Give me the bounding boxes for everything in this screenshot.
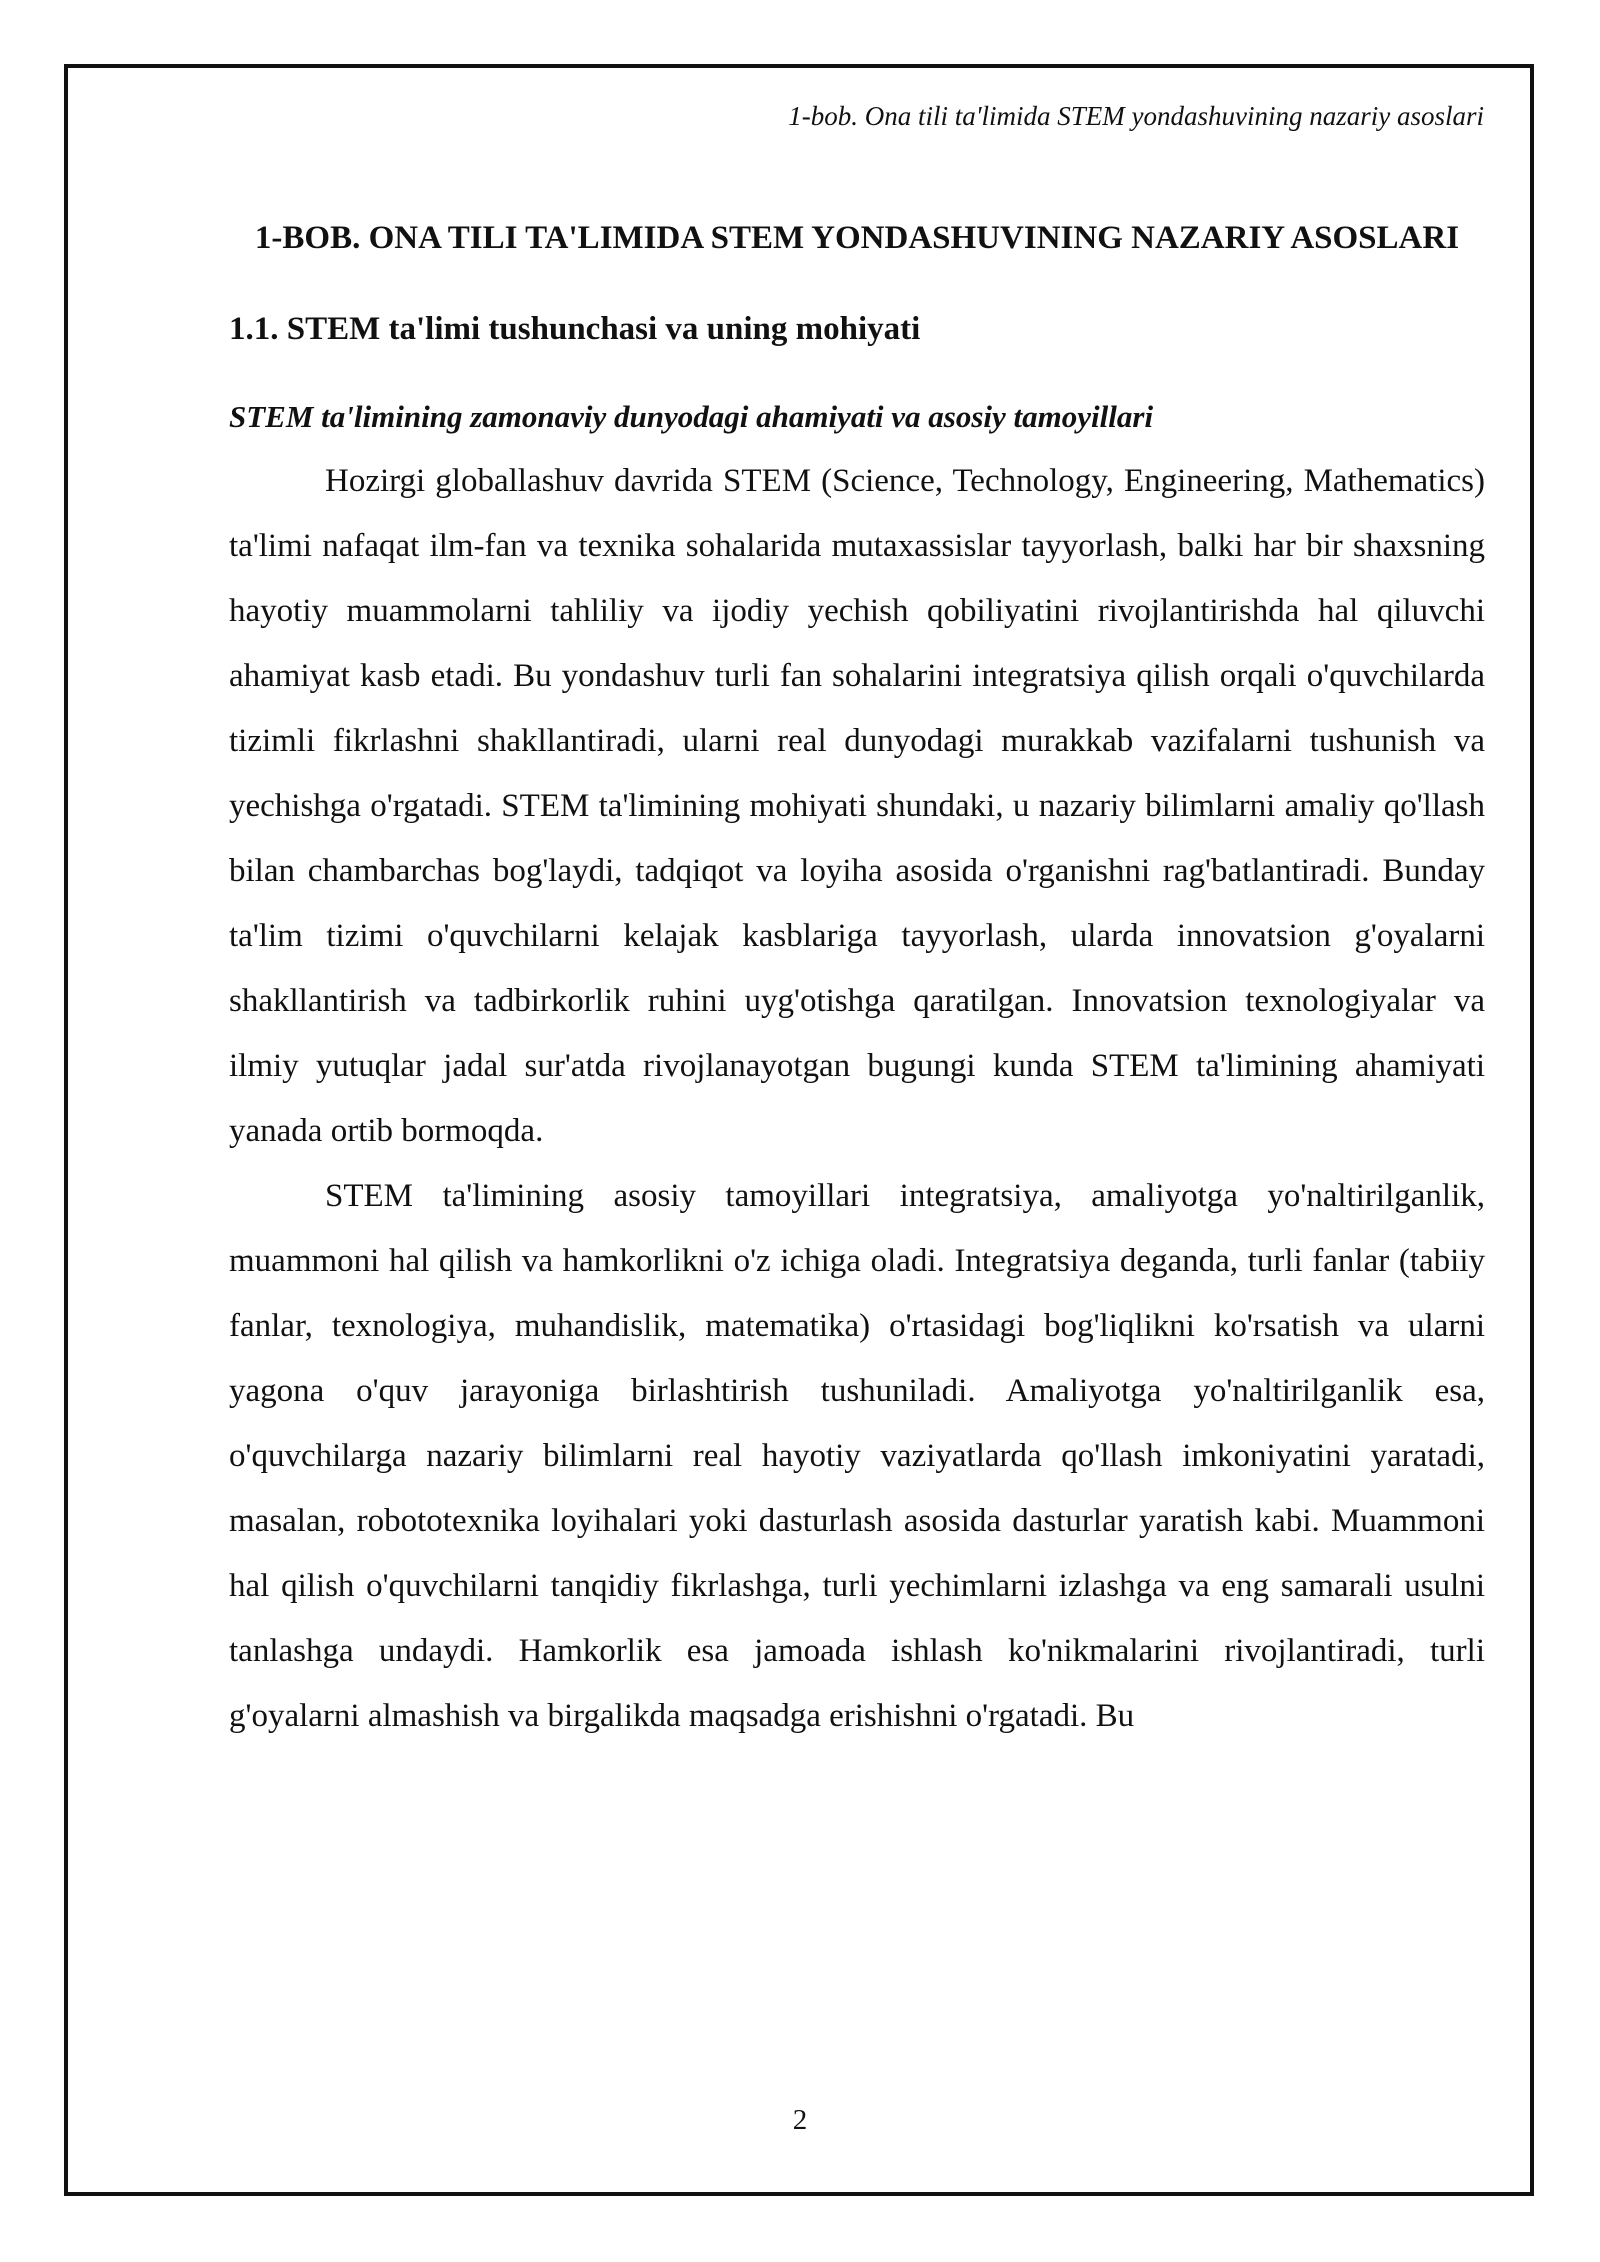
chapter-title: 1-BOB. ONA TILI TA'LIMIDA STEM YONDASHUVINING NAZARIY ASOSLARI	[254, 220, 1460, 256]
page-content	[229, 206, 1485, 1749]
running-header: 1-bob. Ona tili ta'limida STEM yondashuvining nazariy asoslari	[788, 101, 1484, 131]
subsection-title: STEM ta'limining zamonaviy dunyodagi ahamiyati va asosiy tamoyillari	[229, 399, 1154, 434]
body-paragraph-1: Hozirgi globallashuv davrida STEM (Science, Technology, Engineering, Mathematics) ta'limi nafaqat ilm-fan va texnika sohalarida mutaxassislar tayyorlash, balki har bir shaxsning hayotiy muammolarni tahliliy va ijodiy yechish qobiliyatini rivojlantirishda hal qiluvchi ahamiyat kasb etadi. Bu yondashuv turli fan sohalarini integratsiya qilish orqali o'quvchilarda tizimli fikrlashni shakllantiradi, ularni real dunyodagi murakkab vazifalarni tushunish va yechishga o'rgatadi. STEM ta'limining mohiyati shundaki, u nazariy bilimlarni amaliy qo'llash bilan chambarchas bog'laydi, tadqiqot va loyiha asosida o'rganishni rag'batlantiradi. Bunday ta'lim tizimi o'quvchilarni kelajak kasblariga tayyorlash, ularda innovatsion g'oyalarni shakllantirish va tadbirkorlik ruhini uyg'otishga qaratilgan. Innovatsion texnologiyalar va ilmiy yutuqlar jadal sur'atda rivojlanayotgan bugungi kunda STEM ta'limining ahamiyati yanada ortib bormoqda.	[229, 463, 1485, 1149]
section-title: 1.1. STEM ta'limi tushunchasi va uning mohiyati	[229, 311, 921, 347]
body-paragraph-2: STEM ta'limining asosiy tamoyillari integratsiya, amaliyotga yo'naltirilganlik, muammoni hal qilish va hamkorlikni o'z ichiga oladi. Integratsiya deganda, turli fanlar (tabiiy fanlar, texnologiya, muhandislik, matematika) o'rtasidagi bog'liqlikni ko'rsatish va ularni yagona o'quv jarayoniga birlashtirish tushuniladi. Amaliyotga yo'naltirilganlik esa, o'quvchilarga nazariy bilimlarni real hayotiy vaziyatlarda qo'llash imkoniyatini yaratadi, masalan, robototexnika loyihalari yoki dasturlash asosida dasturlar yaratish kabi. Muammoni hal qilish o'quvchilarni tanqidiy fikrlashga, turli yechimlarni izlashga va eng samarali usulni tanlashga undaydi. Hamkorlik esa jamoada ishlash ko'nikmalarini rivojlantiradi, turli g'oyalarni almashish va birgalikda maqsadga erishishni o'rgatadi. Bu	[229, 1178, 1485, 1734]
page-number: 2	[792, 2104, 808, 2136]
